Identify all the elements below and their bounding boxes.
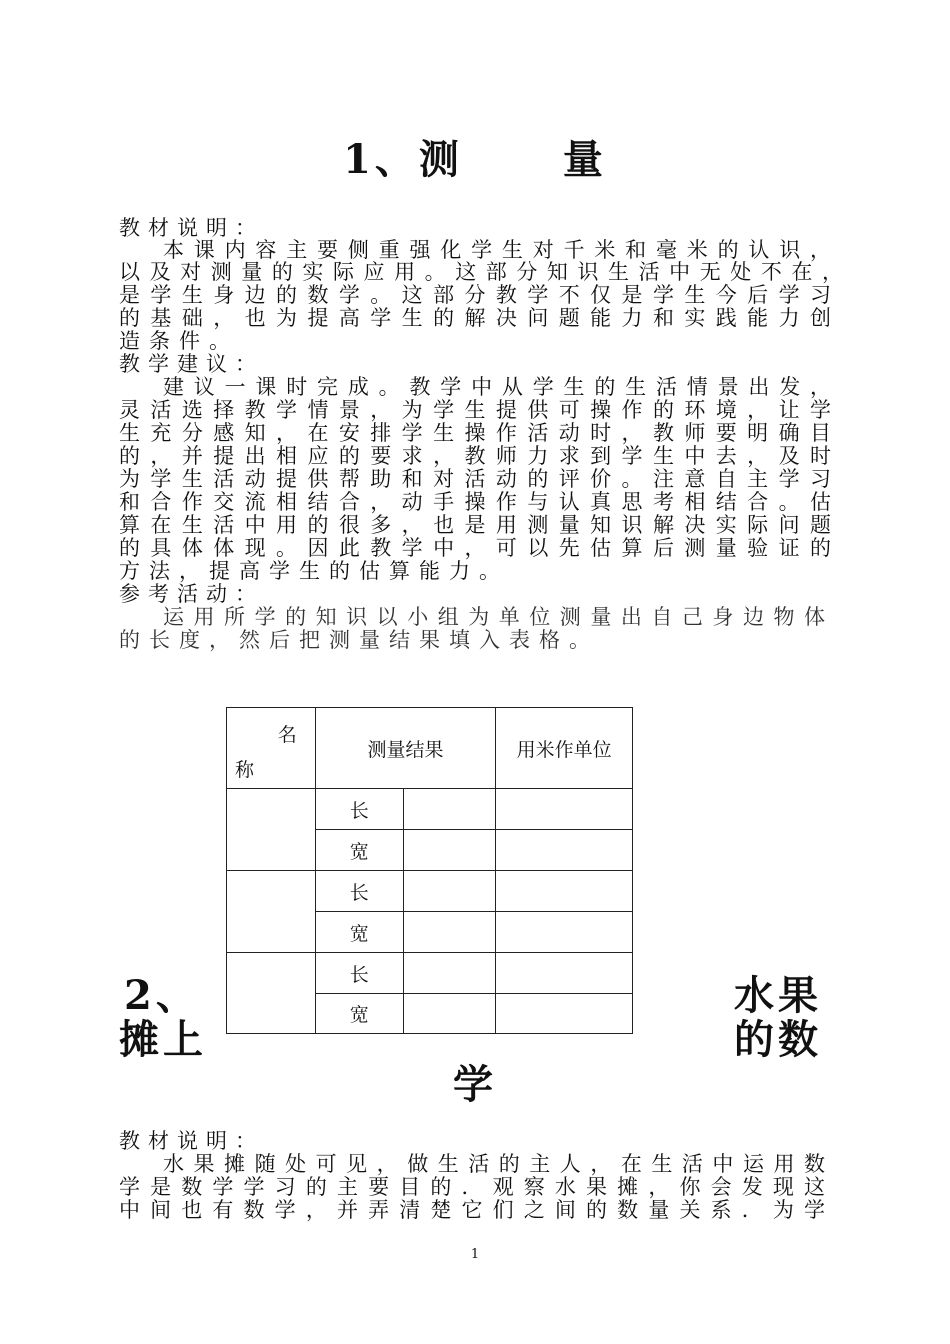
material-line-2: 以及对测量的实际应用。这部分知识生活中无处不在，	[119, 260, 843, 284]
section2-material-line-2: 学是数学学习的主要目的．观察水果摊，你会发现这	[119, 1175, 825, 1199]
measurement-table	[226, 707, 633, 1034]
section2-title-right-1: 水果	[734, 972, 822, 1019]
table-row	[227, 953, 633, 994]
suggest-line-3: 生充分感知，在安排学生操作活动时，教师要明确目	[119, 421, 831, 445]
row-label: 长	[315, 789, 403, 830]
section2-title-left-2: 摊上	[119, 1016, 207, 1063]
activity-heading: 参考活动：	[119, 582, 264, 606]
header-name-bottom: 称	[235, 759, 255, 781]
result-cell	[403, 994, 496, 1034]
suggest-line-6: 和合作交流相结合，动手操作与认真思考相结合。估	[119, 490, 831, 514]
section1-title	[0, 128, 950, 185]
page-number: 1	[470, 1247, 480, 1262]
activity-line-1: 运用所学的知识以小组为单位测量出自己身边物体	[163, 605, 825, 629]
section2-material-line-1: 水果摊随处可见，做生活的主人，在生活中运用数	[163, 1152, 825, 1176]
name-cell	[227, 953, 316, 1034]
material-line-1: 本课内容主要侧重强化学生对千米和毫米的认识，	[163, 238, 831, 262]
result-cell	[403, 789, 496, 830]
material-line-3: 是学生身边的数学。这部分教学不仅是学生今后学习	[119, 283, 831, 307]
result-cell	[403, 830, 496, 871]
header-unit: 用米作单位	[496, 708, 633, 789]
header-name-cell	[227, 708, 316, 789]
suggest-line-8: 的具体体现。因此教学中，可以先估算后测量验证的	[119, 536, 831, 560]
section1-title-part-a: 1、测	[343, 136, 463, 183]
unit-cell	[496, 830, 633, 871]
activity-line-2: 的长度，然后把测量结果填入表格。	[119, 628, 599, 652]
table-row	[227, 789, 633, 830]
suggest-line-2: 灵活选择教学情景，为学生提供可操作的环境，让学	[119, 398, 831, 422]
result-cell	[403, 871, 496, 912]
unit-cell	[496, 912, 633, 953]
unit-cell	[496, 789, 633, 830]
header-result: 测量结果	[315, 708, 496, 789]
unit-cell	[496, 953, 633, 994]
unit-cell	[496, 871, 633, 912]
section1-title-part-b: 量	[562, 136, 607, 183]
material-heading: 教材说明：	[119, 216, 264, 240]
row-label: 长	[315, 871, 403, 912]
section2-title-center: 学	[453, 1061, 497, 1108]
row-label: 长	[315, 953, 403, 994]
row-label: 宽	[315, 830, 403, 871]
table-row	[227, 871, 633, 912]
row-label: 宽	[315, 994, 403, 1034]
section2-material-heading: 教材说明：	[119, 1129, 264, 1153]
suggest-line-7: 算在生活中用的很多，也是用测量知识解决实际问题	[119, 513, 831, 537]
table-header-row	[227, 708, 633, 789]
section2-material-line-3: 中间也有数学，并弄清楚它们之间的数量关系．为学	[119, 1198, 825, 1222]
name-cell	[227, 789, 316, 871]
suggest-line-4: 的，并提出相应的要求，教师力求到学生中去，及时	[119, 444, 831, 468]
material-line-5: 造条件。	[119, 329, 239, 353]
suggest-line-9: 方法，提高学生的估算能力。	[119, 559, 509, 583]
suggest-heading: 教学建议：	[119, 352, 264, 376]
row-label: 宽	[315, 912, 403, 953]
name-cell	[227, 871, 316, 953]
section2-title-left-1: 2、	[124, 972, 200, 1019]
result-cell	[403, 912, 496, 953]
header-name-top: 名	[277, 724, 297, 746]
unit-cell	[496, 994, 633, 1034]
section2-title-right-2: 的数	[734, 1016, 822, 1063]
suggest-line-1: 建议一课时完成。教学中从学生的生活情景出发，	[163, 375, 831, 399]
suggest-line-5: 为学生活动提供帮助和对活动的评价。注意自主学习	[119, 467, 831, 491]
result-cell	[403, 953, 496, 994]
material-line-4: 的基础，也为提高学生的解决问题能力和实践能力创	[119, 306, 831, 330]
